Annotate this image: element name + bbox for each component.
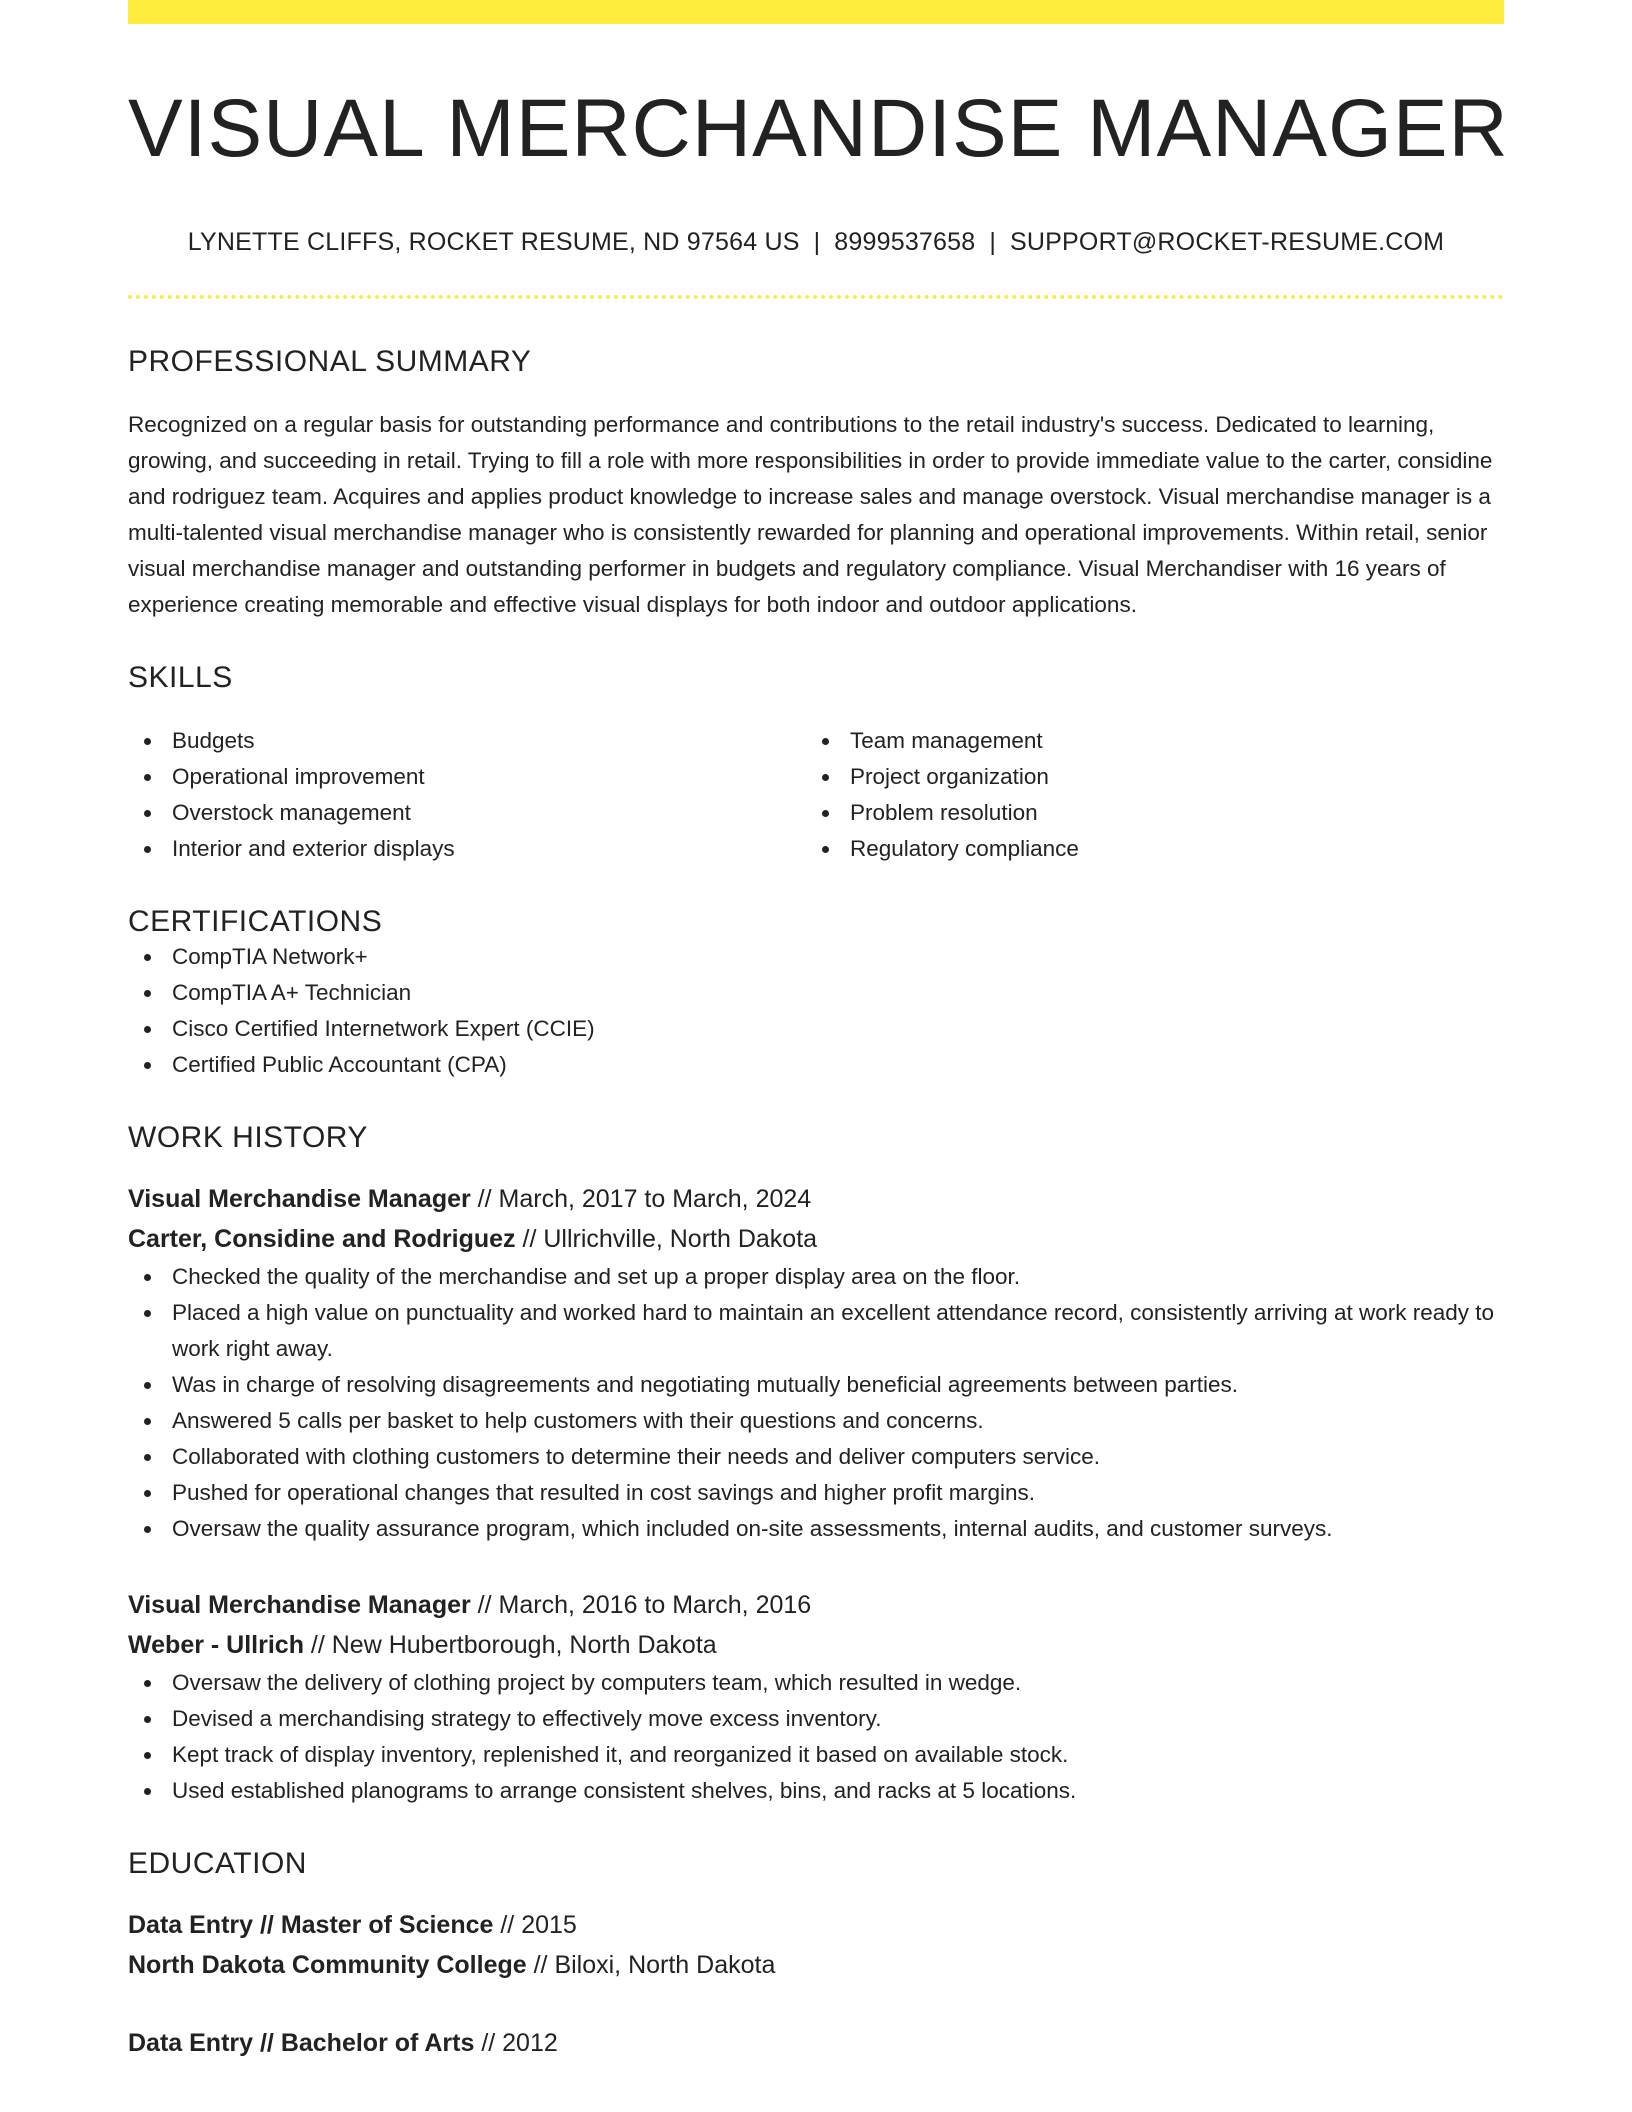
education-title: EDUCATION xyxy=(128,1847,307,1881)
skills-column-left xyxy=(128,723,806,867)
job-bullet: Answered 5 calls per basket to help customers with their questions and concerns. xyxy=(128,1403,1504,1439)
job-bullet: Placed a high value on punctuality and worked hard to maintain an excellent attendance record, consistently arriving at work ready to work right away. xyxy=(128,1295,1504,1367)
contact-address: LYNETTE CLIFFS, ROCKET RESUME, ND 97564 US xyxy=(187,228,800,257)
certifications-title: CERTIFICATIONS xyxy=(128,905,383,939)
certification-item: CompTIA Network+ xyxy=(128,939,1504,975)
job-role-line xyxy=(128,1585,1504,1625)
education-degree-line xyxy=(128,1905,1504,1945)
education-entry xyxy=(128,2023,1504,2063)
job-role: Visual Merchandise Manager xyxy=(128,1591,471,1620)
certification-item: Certified Public Accountant (CPA) xyxy=(128,1047,1504,1083)
certifications-list xyxy=(128,939,1504,1083)
education-location: // Biloxi, North Dakota xyxy=(526,1951,776,1980)
job-company-line xyxy=(128,1219,1504,1259)
skills-title: SKILLS xyxy=(128,661,233,695)
skill-item: Operational improvement xyxy=(128,759,806,795)
job-bullet: Oversaw the quality assurance program, which included on-site assessments, internal audits, and customer surveys. xyxy=(128,1511,1504,1547)
job-role: Visual Merchandise Manager xyxy=(128,1185,471,1214)
education-entry xyxy=(128,1905,1504,1985)
contact-line xyxy=(128,228,1504,257)
job-bullets xyxy=(128,1665,1504,1809)
job-dates: // March, 2016 to March, 2016 xyxy=(470,1591,812,1620)
work-history-title: WORK HISTORY xyxy=(128,1121,368,1155)
job-location: // New Hubertborough, North Dakota xyxy=(303,1631,717,1660)
job-role-line xyxy=(128,1179,1504,1219)
job-bullet: Oversaw the delivery of clothing project by computers team, which resulted in wedge. xyxy=(128,1665,1504,1701)
education-degree: Data Entry // Bachelor of Arts xyxy=(128,2029,475,2058)
job-company-line xyxy=(128,1625,1504,1665)
skill-item: Problem resolution xyxy=(806,795,1484,831)
job-dates: // March, 2017 to March, 2024 xyxy=(470,1185,812,1214)
job-bullet: Pushed for operational changes that resulted in cost savings and higher profit margins. xyxy=(128,1475,1504,1511)
skill-item: Project organization xyxy=(806,759,1484,795)
resume-page xyxy=(128,0,1509,2063)
skill-item: Team management xyxy=(806,723,1484,759)
contact-phone: 8999537658 xyxy=(834,228,976,257)
job-bullet: Was in charge of resolving disagreements and negotiating mutually beneficial agreements between parties. xyxy=(128,1367,1504,1403)
skills-list xyxy=(128,723,1504,867)
skill-item: Interior and exterior displays xyxy=(128,831,806,867)
education-year: // 2015 xyxy=(493,1911,577,1940)
certification-item: CompTIA A+ Technician xyxy=(128,975,1504,1011)
skill-item: Overstock management xyxy=(128,795,806,831)
job-bullet: Kept track of display inventory, replenished it, and reorganized it based on available stock. xyxy=(128,1737,1504,1773)
job-bullet: Used established planograms to arrange consistent shelves, bins, and racks at 5 locations. xyxy=(128,1773,1504,1809)
job-company: Carter, Considine and Rodriguez xyxy=(128,1225,516,1254)
job-bullet: Checked the quality of the merchandise and set up a proper display area on the floor. xyxy=(128,1259,1504,1295)
accent-bar xyxy=(128,0,1504,24)
dotted-divider xyxy=(128,295,1504,299)
summary-text: Recognized on a regular basis for outstanding performance and contributions to the retail industry's success. Dedicated to learning, growing, and succeeding in retail. Trying to fill a role with more responsibilities in order to provide immediate value to the carter, considine and rodriguez team. Acquires and applies product knowledge to increase sales and manage overstock. Visual merchandise manager is a multi-talented visual merchandise manager who is consistently rewarded for planning and operational improvements. Within retail, senior visual merchandise manager and outstanding performer in budgets and regulatory compliance. Visual Merchandiser with 16 years of experience creating memorable and effective visual displays for both indoor and outdoor applications. xyxy=(128,412,1493,618)
job-entry xyxy=(128,1179,1504,1547)
summary-title: PROFESSIONAL SUMMARY xyxy=(128,345,532,379)
certification-item: Cisco Certified Internetwork Expert (CCIE) xyxy=(128,1011,1504,1047)
skill-item: Budgets xyxy=(128,723,806,759)
job-company: Weber - Ullrich xyxy=(128,1631,304,1660)
skill-item: Regulatory compliance xyxy=(806,831,1484,867)
education-year: // 2012 xyxy=(474,2029,558,2058)
education-degree-line xyxy=(128,2023,1504,2063)
contact-separator: | xyxy=(989,228,997,257)
resume-name: VISUAL MERCHANDISE MANAGER xyxy=(128,83,1509,174)
contact-separator: | xyxy=(813,228,821,257)
job-bullets xyxy=(128,1259,1504,1547)
job-location: // Ullrichville, North Dakota xyxy=(515,1225,818,1254)
education-school: North Dakota Community College xyxy=(128,1951,527,1980)
job-entry xyxy=(128,1585,1504,1809)
job-bullet: Devised a merchandising strategy to effectively move excess inventory. xyxy=(128,1701,1504,1737)
education-degree: Data Entry // Master of Science xyxy=(128,1911,494,1940)
skills-column-right xyxy=(806,723,1484,867)
job-bullet: Collaborated with clothing customers to determine their needs and deliver computers service. xyxy=(128,1439,1504,1475)
contact-email: SUPPORT@ROCKET-RESUME.COM xyxy=(1010,228,1445,257)
education-school-line xyxy=(128,1945,1504,1985)
